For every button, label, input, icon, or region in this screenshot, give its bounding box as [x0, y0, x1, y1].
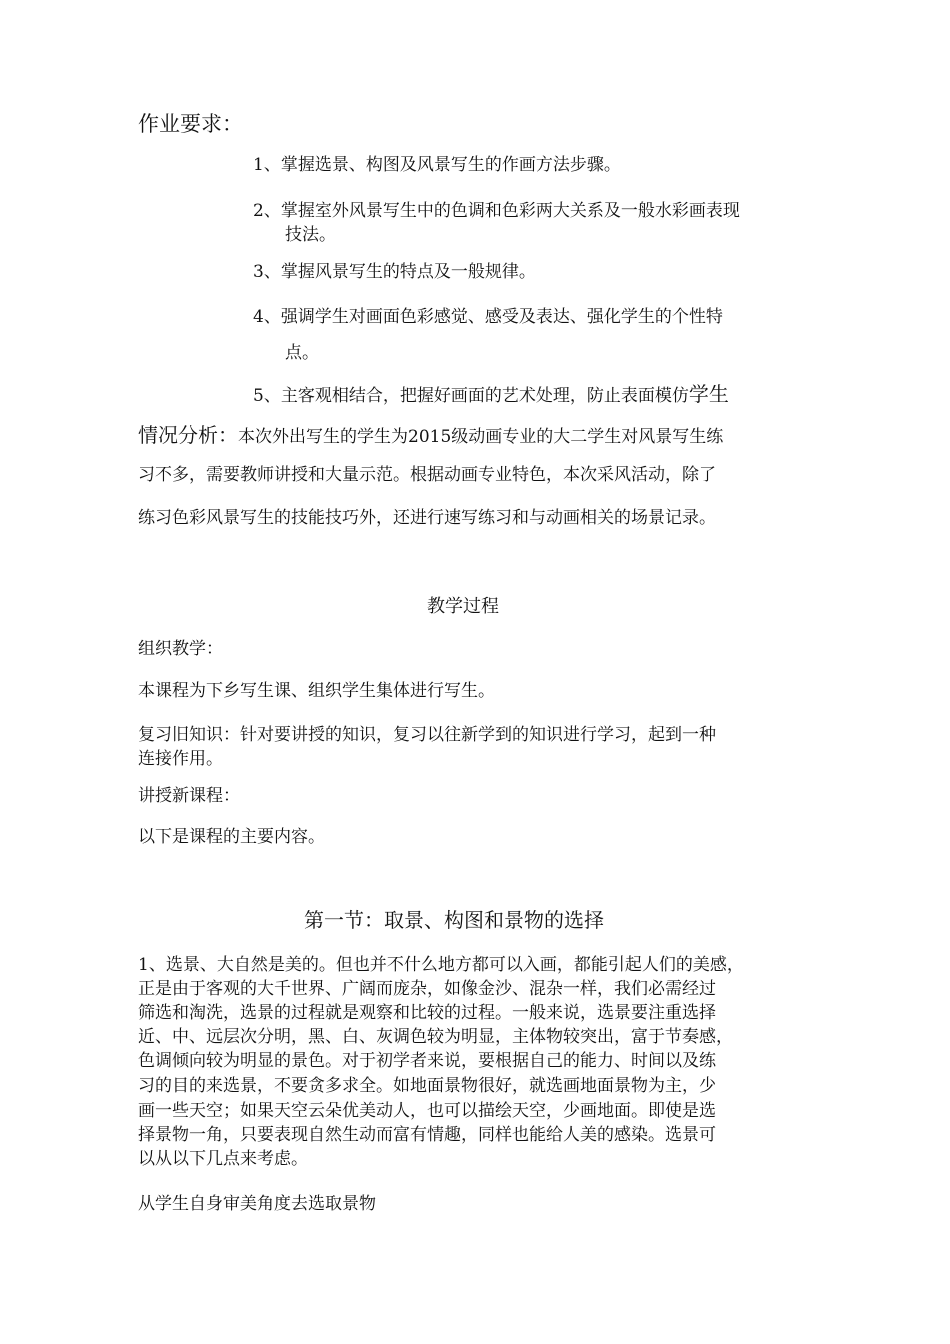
analysis-line-1 [138, 419, 723, 448]
new-course-text: 以下是课程的主要内容。 [138, 827, 325, 847]
homework-item-5-text: 5、主客观相结合，把握好画面的艺术处理，防止表面模仿 [253, 386, 689, 406]
homework-item-4-cont: 点。 [285, 343, 319, 363]
process-title: 教学过程 [427, 596, 499, 617]
review-line-2: 连接作用。 [138, 749, 223, 769]
section1-line-4: 近、中、远层次分明，黑、白、灰调色较为明显，主体物较突出，富于节奏感， [138, 1027, 733, 1047]
new-course-label: 讲授新课程： [138, 786, 240, 806]
homework-item-2: 2、掌握室外风景写生中的色调和色彩两大关系及一般水彩画表现 [253, 201, 740, 221]
section1-line-5: 色调倾向较为明显的景色。对于初学者来说，要根据自己的能力、时间以及练 [138, 1051, 716, 1071]
homework-item-4: 4、强调学生对画面色彩感觉、感受及表达、强化学生的个性特 [253, 307, 723, 327]
section1-line-2: 正是由于客观的大千世界、广阔而庞杂，如像金沙、混杂一样，我们必需经过 [138, 979, 716, 999]
analysis-text-1: 本次外出写生的学生为2015级动画专业的大二学生对风景写生练 [238, 427, 724, 447]
section1-line-8: 择景物一角，只要表现自然生动而富有情趣，同样也能给人美的感染。选景可 [138, 1125, 716, 1145]
analysis-label: 情况分析： [138, 423, 238, 447]
homework-item-1: 1、掌握选景、构图及风景写生的作画方法步骤。 [253, 155, 621, 175]
analysis-line-3: 练习色彩风景写生的技能技巧外，还进行速写练习和与动画相关的场景记录。 [138, 508, 716, 528]
analysis-line-2: 习不多，需要教师讲授和大量示范。根据动画专业特色，本次采风活动，除了 [138, 465, 716, 485]
homework-item-5 [253, 378, 729, 407]
section1-line-3: 筛选和淘洗，选景的过程就是观察和比较的过程。一般来说，选景要注重选择 [138, 1003, 716, 1023]
homework-item-3: 3、掌握风景写生的特点及一般规律。 [253, 262, 536, 282]
organize-text: 本课程为下乡写生课、组织学生集体进行写生。 [138, 681, 495, 701]
homework-item-2-cont: 技法。 [285, 225, 336, 245]
section1-line-9: 以从以下几点来考虑。 [138, 1149, 308, 1169]
section1-line-6: 习的目的来选景，不要贪多求全。如地面景物很好，就选画地面景物为主，少 [138, 1076, 716, 1096]
homework-item-5-tail: 学生 [688, 382, 729, 406]
section1-subheading: 从学生自身审美角度去选取景物 [138, 1194, 376, 1214]
section1-line-1: 1、选景、大自然是美的。但也并不什么地方都可以入画，都能引起人们的美感， [138, 955, 744, 975]
homework-heading: 作业要求： [138, 112, 243, 136]
review-line-1: 复习旧知识：针对要讲授的知识，复习以往新学到的知识进行学习，起到一种 [138, 725, 716, 745]
section1-line-7: 画一些天空；如果天空云朵优美动人，也可以描绘天空，少画地面。即使是选 [138, 1101, 716, 1121]
organize-label: 组织教学： [138, 639, 223, 659]
section1-title: 第一节：取景、构图和景物的选择 [304, 908, 604, 932]
